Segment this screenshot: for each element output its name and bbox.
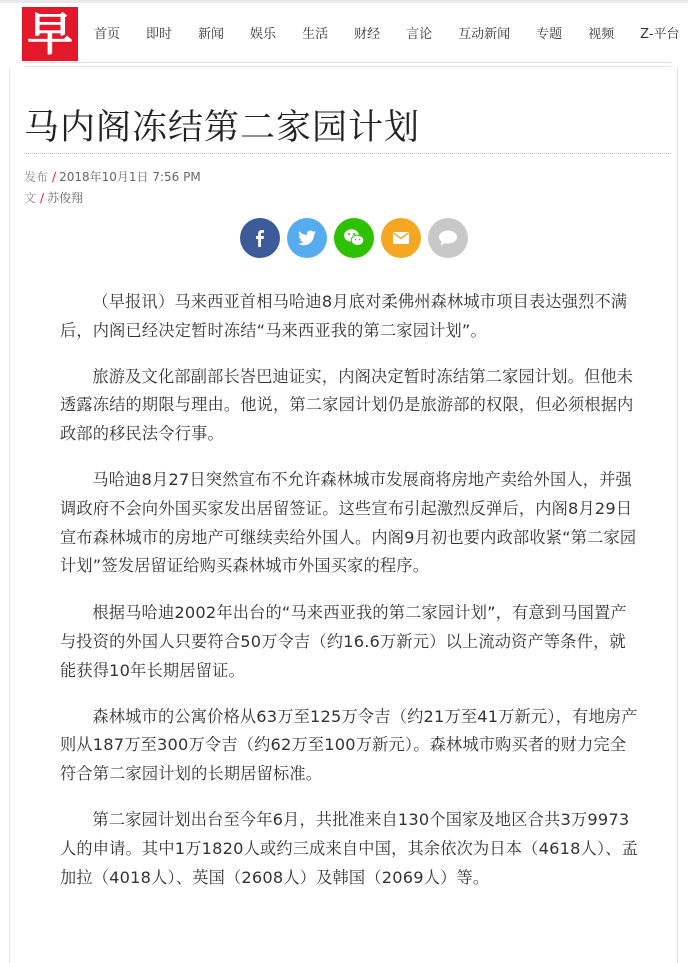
email-icon: [393, 232, 409, 244]
content-frame-left: [9, 68, 10, 963]
nav-item-realtime[interactable]: 即时: [146, 26, 173, 42]
nav-menu: [80, 3, 688, 61]
share-buttons: [240, 218, 468, 258]
nav-item-home[interactable]: 首页: [94, 26, 121, 42]
publish-label: 发布: [24, 170, 49, 184]
article-body: [60, 288, 638, 909]
twitter-icon: [298, 230, 316, 246]
nav-item-video[interactable]: 视频: [588, 26, 615, 42]
author-meta: [24, 189, 83, 206]
article-title: 马内阁冻结第二家园计划: [24, 108, 421, 148]
wechat-share-button[interactable]: [334, 218, 374, 258]
article-paragraph: 第二家园计划出台至今年6月，共批准来自130个国家及地区合共3万9973人的申请。其中1万1820人或约三成来自中国，其余依次为日本（4618人）、孟加拉（4018人）、英国（2608人）及韩国（2069人）等。: [60, 809, 639, 887]
nav-item-opinion[interactable]: 言论: [406, 26, 433, 42]
article-paragraph: （早报讯）马来西亚首相马哈迪8月底对柔佛州森林城市项目表达强烈不满后，内阁已经决定暂时冻结“马来西亚我的第二家园计划”。: [60, 292, 628, 340]
logo-text: 早: [27, 7, 73, 61]
wechat-icon: [343, 228, 365, 248]
meta-separator: /: [40, 191, 45, 205]
meta-separator: /: [52, 170, 57, 184]
facebook-share-button[interactable]: [240, 218, 280, 258]
top-navigation: [0, 0, 688, 62]
nav-item-features[interactable]: 专题: [536, 26, 563, 42]
nav-item-finance[interactable]: 财经: [354, 26, 381, 42]
email-share-button[interactable]: [381, 218, 421, 258]
nav-item-lifestyle[interactable]: 生活: [302, 26, 329, 42]
article-paragraph: 旅游及文化部副部长峇巴迪证实，内阁决定暂时冻结第二家园计划。但他未透露冻结的期限与理由。他说，第二家园计划仍是旅游部的权限，但必须根据内政部的移民法令行事。: [60, 366, 634, 444]
comment-button[interactable]: [428, 218, 468, 258]
header-divider: [24, 62, 671, 63]
author-label: 文: [24, 191, 37, 205]
article-paragraph: 根据马哈迪2002年出台的“马来西亚我的第二家园计划”，有意到马国置产与投资的外国人只要符合50万令吉（约16.6万新元）以上流动资产等条件，就能获得10年长期居留证。: [60, 603, 627, 680]
nav-item-interactive[interactable]: 互动新闻: [458, 26, 511, 42]
nav-item-news[interactable]: 新闻: [198, 26, 225, 42]
comment-icon: [438, 230, 458, 246]
facebook-icon: [251, 229, 269, 247]
nav-item-entertainment[interactable]: 娱乐: [250, 26, 277, 42]
nav-item-z-platform[interactable]: Z-平台: [640, 26, 680, 42]
header-divider-secondary: [24, 66, 671, 67]
site-logo[interactable]: [22, 7, 78, 61]
article-paragraph: 马哈迪8月27日突然宣布不允许森林城市发展商将房地产卖给外国人，并强调政府不会向外国买家发出居留签证。这些宣布引起激烈反弹后，内阁8月29日宣布森林城市的房地产可继续卖给外国人。内阁9月初也要内政部收紧“第二家园计划”签发居留证给购买森林城市外国买家的程序。: [60, 469, 637, 576]
twitter-share-button[interactable]: [287, 218, 327, 258]
author-name[interactable]: 苏俊翔: [47, 191, 84, 205]
publish-date: 2018年10月1日 7:56 PM: [59, 170, 201, 184]
article-paragraph: 森林城市的公寓价格从63万至125万令吉（约21万至41万新元），有地房产则从187万至300万令吉（约62万至100万新元）。森林城市购买者的财力完全符合第二家园计划的长期居留标准。: [60, 706, 638, 784]
content-frame-right: [677, 68, 678, 963]
publish-meta: [24, 168, 201, 185]
title-divider: [24, 153, 671, 154]
